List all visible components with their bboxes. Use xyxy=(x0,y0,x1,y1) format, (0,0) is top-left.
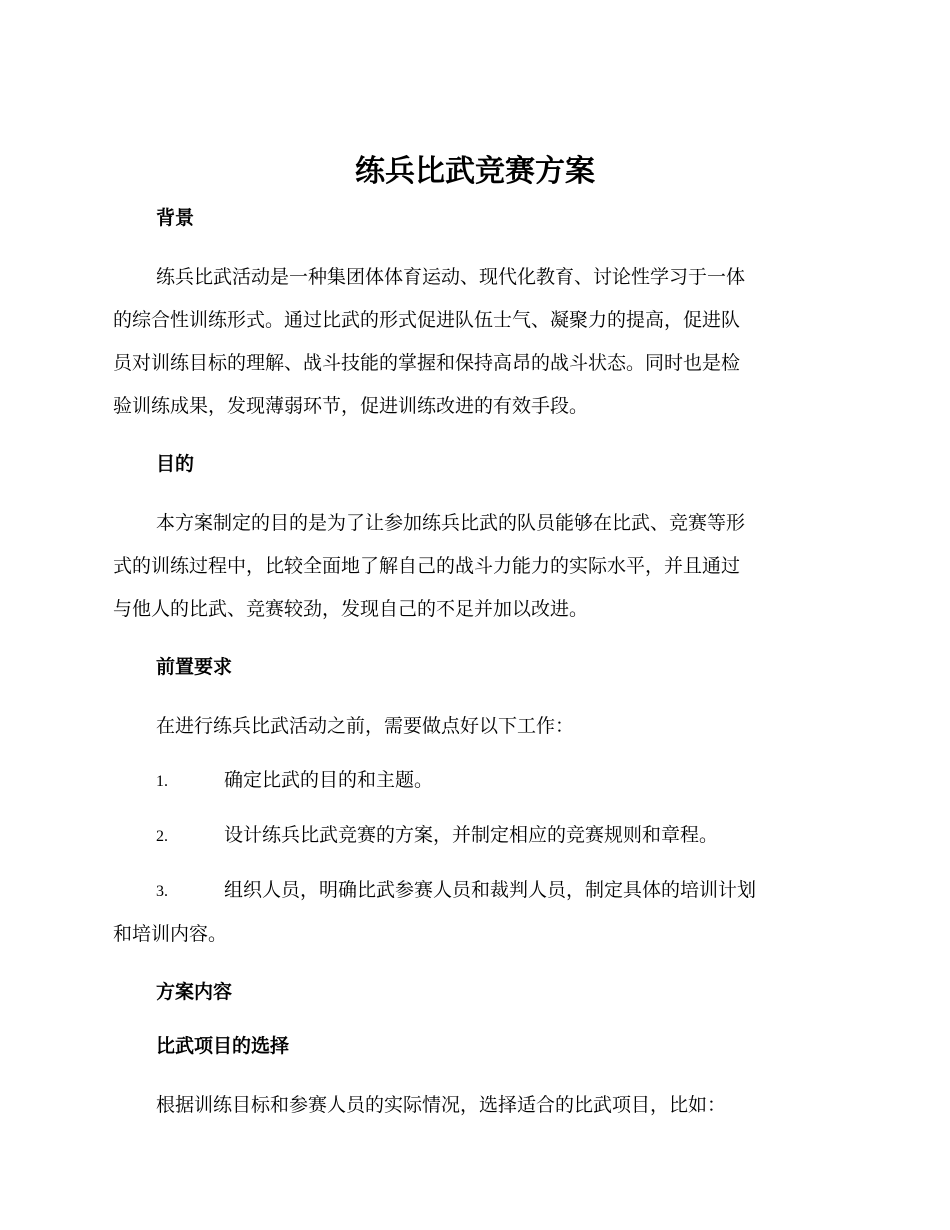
purpose-paragraph xyxy=(113,502,833,631)
section-heading-content: 方案内容 xyxy=(156,981,233,1003)
list-item-text: 设计练兵比武竞赛的方案，并制定相应的竞赛规则和章程。 xyxy=(224,824,719,846)
list-item-number: 1. xyxy=(156,773,168,790)
section-heading-background: 背景 xyxy=(156,207,195,229)
list-item xyxy=(113,759,833,803)
subsection-heading-selection: 比武项目的选择 xyxy=(156,1035,290,1057)
background-paragraph xyxy=(113,256,833,428)
paragraph-line: 本方案制定的目的是为了让参加练兵比武的队员能够在比武、竞赛等形 xyxy=(156,512,746,534)
content-intro: 根据训练目标和参赛人员的实际情况，选择适合的比武项目，比如： xyxy=(156,1094,727,1116)
paragraph-line: 与他人的比武、竞赛较劲，发现自己的不足并加以改进。 xyxy=(113,598,589,620)
paragraph-line: 员对训练目标的理解、战斗技能的掌握和保持高昂的战斗状态。同时也是检 xyxy=(113,352,741,374)
paragraph-line: 式的训练过程中，比较全面地了解自己的战斗力能力的实际水平，并且通过 xyxy=(113,555,741,577)
document-title: 练兵比武竞赛方案 xyxy=(355,154,595,189)
paragraph-line: 验训练成果，发现薄弱环节，促进训练改进的有效手段。 xyxy=(113,395,589,417)
section-heading-purpose: 目的 xyxy=(156,453,195,475)
list-item-number: 2. xyxy=(156,828,168,845)
list-item-text: 组织人员，明确比武参赛人员和裁判人员，制定具体的培训计划 xyxy=(224,879,757,901)
prerequisites-intro: 在进行练兵比武活动之前，需要做点好以下工作： xyxy=(156,715,575,737)
document-body xyxy=(113,202,833,1127)
list-item xyxy=(113,814,833,858)
paragraph-line: 练兵比武活动是一种集团体体育运动、现代化教育、讨论性学习于一体 xyxy=(156,266,746,288)
list-item-number: 3. xyxy=(156,883,168,900)
list-item-continuation: 和培训内容。 xyxy=(113,923,228,945)
list-item-text: 确定比武的目的和主题。 xyxy=(224,769,434,791)
list-item xyxy=(113,869,833,913)
paragraph-line: 的综合性训练形式。通过比武的形式促进队伍士气、凝聚力的提高，促进队 xyxy=(113,309,741,331)
section-heading-prerequisites: 前置要求 xyxy=(156,656,233,678)
